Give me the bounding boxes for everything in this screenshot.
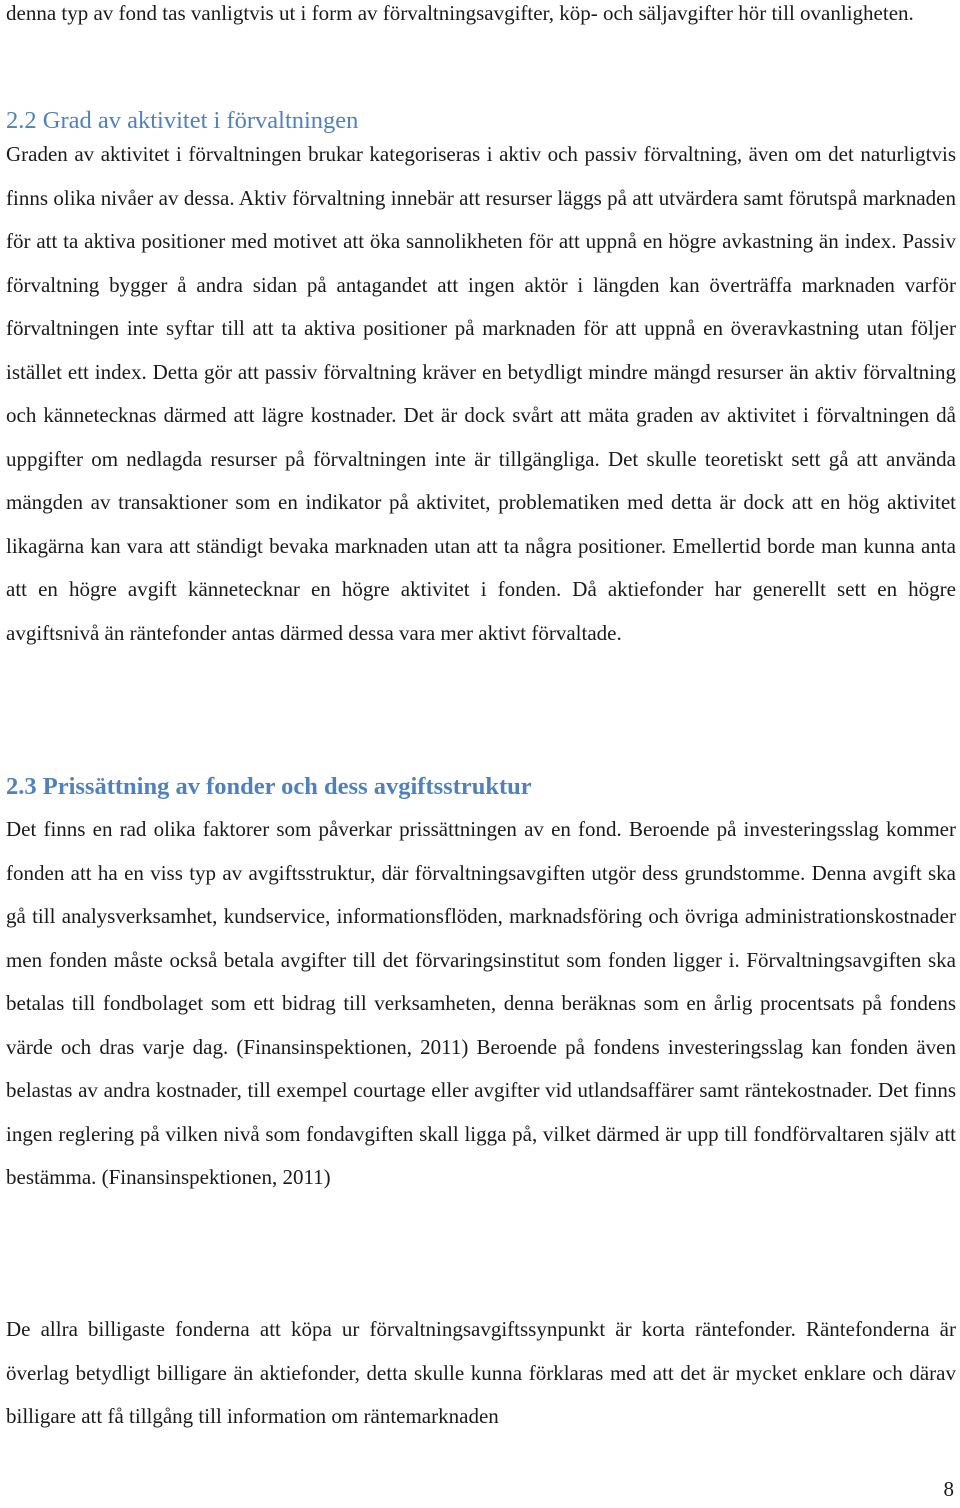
section-2-2-paragraph: Graden av aktivitet i förvaltningen brukar kategoriseras i aktiv och passiv förvaltning, även om det naturligtvis finns olika nivåer av dessa. Aktiv förvaltning innebär att resurser läggs på att utvärdera samt förutspå marknaden för att ta aktiva positioner med motivet att öka sannolikheten för att uppnå en högre avkastning än index. Passiv förvaltning bygger å andra sidan på antagandet att ingen aktör i längden kan överträffa marknaden varför förvaltningen inte syftar till att ta aktiva positioner på marknaden för att uppnå en överavkastning utan följer istället ett index. Detta gör att passiv förvaltning kräver en betydligt mindre mängd resurser än aktiv förvaltning och kännetecknas därmed att lägre kostnader. Det är dock svårt att mäta graden av aktivitet i förvaltningen då uppgifter om nedlagda resurser på förvaltningen inte är tillgängliga. Det skulle teoretiskt sett gå att använda mängden av transaktioner som en indikator på aktivitet, problematiken med detta är dock att en hög aktivitet likagärna kan vara att ständigt bevaka marknaden utan att ta några positioner. Emellertid borde man kunna anta att en högre avgift kännetecknar en högre aktivitet i fonden. Då aktiefonder har generellt sett en högre avgiftsnivå än räntefonder antas därmed dessa vara mer aktivt förvaltade. [6,142,956,645]
intro-paragraph: denna typ av fond tas vanligtvis ut i form av förvaltningsavgifter, köp- och säljavgifter hör till ovanligheten. [6,1,914,25]
page-number: 8 [943,1477,954,1501]
section-heading-2-3: 2.3 Prissättning av fonder och dess avgiftsstruktur [6,773,532,800]
section-2-3-paragraph-1: Det finns en rad olika faktorer som påverkar prissättningen av en fond. Beroende på investeringsslag kommer fonden att ha en viss typ av avgiftsstruktur, där förvaltningsavgiften utgör dess grundstomme. Denna avgift ska gå till analysverksamhet, kundservice, informationsflöden, marknadsföring och övriga administrationskostnader men fonden måste också betala avgifter till det förvaringsinstitut som fonden ligger i. Förvaltningsavgiften ska betalas till fondbolaget som ett bidrag till verksamheten, denna beräknas som en årlig procentsats på fondens värde och dras varje dag. (Finansinspektionen, 2011) Beroende på fondens investeringsslag kan fonden även belastas av andra kostnader, till exempel courtage eller avgifter vid utlandsaffärer samt räntekostnader. Det finns ingen reglering på vilken nivå som fondavgiften skall ligga på, vilket därmed är upp till fondförvaltaren själv att bestämma. (Finansinspektionen, 2011) [6,817,956,1189]
section-heading-2-2: 2.2 Grad av aktivitet i förvaltningen [6,107,359,134]
section-2-3-paragraph-2: De allra billigaste fonderna att köpa ur förvaltningsavgiftssynpunkt är korta räntefonder. Räntefonderna är överlag betydligt billigare än aktiefonder, detta skulle kunna förklaras med att det är mycket enklare och därav billigare att få tillgång till information om räntemarknaden [6,1317,956,1428]
